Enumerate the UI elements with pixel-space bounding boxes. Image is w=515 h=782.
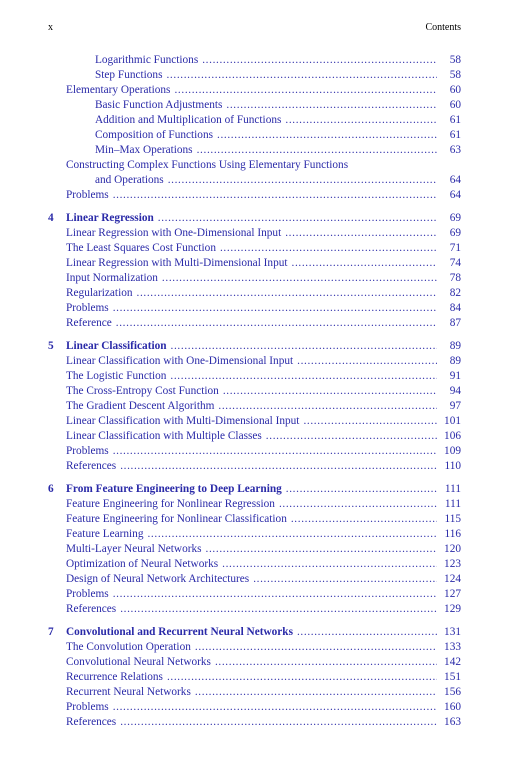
toc-entry-title: References <box>66 460 117 472</box>
dot-leader <box>297 354 437 369</box>
dot-leader <box>113 700 437 715</box>
dot-leader <box>197 143 437 158</box>
toc-section-entry[interactable] <box>48 286 461 301</box>
toc-entry-title: References <box>66 603 117 615</box>
toc-entry-line <box>95 113 461 128</box>
header-title: Contents <box>425 22 461 33</box>
toc-entry-title: From Feature Engineering to Deep Learning <box>66 483 282 495</box>
toc-entry-line <box>66 602 461 617</box>
dot-leader <box>215 655 437 670</box>
toc-entry-line <box>66 316 461 331</box>
dot-leader <box>291 512 437 527</box>
dot-leader <box>168 173 437 188</box>
toc-section-entry[interactable] <box>48 241 461 256</box>
toc-entry-line <box>66 542 461 557</box>
toc-entry-title: Linear Classification with One-Dimensional Input <box>66 355 294 367</box>
toc-entry-title: Problems <box>66 701 109 713</box>
toc-section-entry[interactable] <box>48 459 461 474</box>
toc-page-number: 64 <box>449 174 461 186</box>
toc-page-number: 151 <box>444 671 461 683</box>
toc-page-number: 129 <box>444 603 461 615</box>
chapter-number: 6 <box>48 483 54 495</box>
toc-entry-line <box>66 339 461 354</box>
toc-entry-title: The Cross-Entropy Cost Function <box>66 385 219 397</box>
toc-entry-title: Logarithmic Functions <box>95 54 199 66</box>
toc-entry-line <box>66 572 461 587</box>
toc-chapter-entry[interactable] <box>48 211 461 226</box>
toc-entry-title: Input Normalization <box>66 272 158 284</box>
toc-entry-title: The Convolution Operation <box>66 641 191 653</box>
dot-leader <box>195 685 437 700</box>
toc-page-number: 124 <box>444 573 461 585</box>
toc-page-number: 71 <box>449 242 461 254</box>
dot-leader <box>137 286 437 301</box>
toc-section-entry[interactable] <box>48 414 461 429</box>
running-header <box>48 22 461 33</box>
toc-entry-title: Linear Regression <box>66 212 154 224</box>
toc-page-number: 123 <box>444 558 461 570</box>
toc-entry-title: Feature Engineering for Nonlinear Classification <box>66 513 287 525</box>
toc-entry-line <box>66 625 461 640</box>
dot-leader <box>116 316 437 331</box>
toc-entry-title: Elementary Operations <box>66 84 171 96</box>
dot-leader <box>120 602 437 617</box>
toc-entry-line <box>95 143 461 158</box>
toc-entry-line <box>66 414 461 429</box>
toc-page-number: 160 <box>444 701 461 713</box>
toc-page-number: 89 <box>449 355 461 367</box>
toc-section-entry[interactable] <box>48 512 461 527</box>
toc-page-number: 156 <box>444 686 461 698</box>
chapter-number: 5 <box>48 340 54 352</box>
toc-subsection-entry[interactable] <box>48 68 461 83</box>
dot-leader <box>174 83 437 98</box>
dot-leader <box>217 128 437 143</box>
toc-entry-title: Convolutional and Recurrent Neural Networks <box>66 626 293 638</box>
toc-page-number: 163 <box>444 716 461 728</box>
toc-entry-title: Design of Neural Network Architectures <box>66 573 250 585</box>
toc-chapter-entry[interactable] <box>48 625 461 640</box>
dot-leader <box>167 670 437 685</box>
dot-leader <box>166 68 437 83</box>
dot-leader <box>171 339 437 354</box>
toc-entry-line <box>66 482 461 497</box>
toc-entry-line <box>66 527 461 542</box>
toc-entry-line <box>66 715 461 730</box>
toc-entry-line <box>66 497 461 512</box>
toc-entry-title: Constructing Complex Functions Using Elementary Functions <box>66 159 349 171</box>
toc-page-number: 111 <box>444 498 461 510</box>
toc-entry-line <box>66 301 461 316</box>
toc-entry-line <box>66 640 461 655</box>
dot-leader <box>170 369 437 384</box>
dot-leader <box>292 256 437 271</box>
toc-section-entry[interactable] <box>48 700 461 715</box>
dot-leader <box>303 414 437 429</box>
toc-page-number: 120 <box>444 543 461 555</box>
dot-leader <box>226 98 437 113</box>
toc-entry-title: Problems <box>66 302 109 314</box>
toc-entry-line <box>66 241 461 256</box>
toc-page-number: 63 <box>449 144 461 156</box>
dot-leader <box>266 429 437 444</box>
toc-entry-title: Composition of Functions <box>95 129 213 141</box>
toc-entry-title: Linear Regression with One-Dimensional Input <box>66 227 282 239</box>
toc-section-entry[interactable] <box>48 572 461 587</box>
dot-leader <box>147 527 437 542</box>
toc-entry-title: Problems <box>66 189 109 201</box>
toc-entry-title: Convolutional Neural Networks <box>66 656 211 668</box>
toc-entry-line <box>66 188 461 203</box>
dot-leader <box>220 241 437 256</box>
toc-entry-title: Problems <box>66 445 109 457</box>
toc-entry-line <box>66 670 461 685</box>
toc-entry-title: Optimization of Neural Networks <box>66 558 219 570</box>
toc-entry-line <box>95 173 461 188</box>
toc-page-number: 58 <box>449 54 461 66</box>
toc-section-entry[interactable] <box>48 670 461 685</box>
toc-entry-title: Linear Classification with Multi-Dimensional Input <box>66 415 300 427</box>
toc-entry-line <box>66 444 461 459</box>
dot-leader <box>113 188 437 203</box>
toc-section-entry[interactable] <box>48 369 461 384</box>
toc-entry-line <box>66 271 461 286</box>
dot-leader <box>218 399 437 414</box>
toc-subsection-entry[interactable] <box>48 113 461 128</box>
toc-entry-line <box>95 68 461 83</box>
section-gap <box>48 474 461 482</box>
toc-section-entry[interactable] <box>48 384 461 399</box>
toc-entry-line <box>66 429 461 444</box>
toc-entry-line <box>66 557 461 572</box>
dot-leader <box>120 459 437 474</box>
toc-subsection-entry[interactable] <box>48 53 461 68</box>
toc-page-number: 61 <box>449 114 461 126</box>
toc-entry-title: Basic Function Adjustments <box>95 99 223 111</box>
section-gap <box>48 203 461 211</box>
toc-section-entry[interactable] <box>48 83 461 98</box>
toc-section-entry[interactable] <box>48 685 461 700</box>
toc-section-entry[interactable] <box>48 640 461 655</box>
toc-entry-line <box>66 354 461 369</box>
toc-page-number: 106 <box>444 430 461 442</box>
toc-page-number: 133 <box>444 641 461 653</box>
toc-entry-title: Linear Regression with Multi-Dimensional Input <box>66 257 288 269</box>
toc-page-number: 60 <box>449 84 461 96</box>
toc-section-entry[interactable] <box>48 301 461 316</box>
toc-entry-title: Addition and Multiplication of Functions <box>95 114 282 126</box>
toc-page-number: 101 <box>444 415 461 427</box>
table-of-contents <box>48 53 461 730</box>
toc-section-entry[interactable] <box>48 557 461 572</box>
toc-page-number: 109 <box>444 445 461 457</box>
toc-subsection-entry[interactable] <box>48 128 461 143</box>
dot-leader <box>222 557 437 572</box>
toc-entry-title: Feature Engineering for Nonlinear Regression <box>66 498 275 510</box>
toc-page-number: 110 <box>444 460 461 472</box>
toc-page-number: 115 <box>444 513 461 525</box>
toc-page-number: 82 <box>449 287 461 299</box>
toc-entry-line <box>66 256 461 271</box>
toc-section-entry[interactable] <box>48 399 461 414</box>
toc-page-number: 111 <box>444 483 461 495</box>
dot-leader <box>158 211 437 226</box>
toc-section-entry[interactable] <box>48 271 461 286</box>
toc-section-entry[interactable] <box>48 256 461 271</box>
toc-page-number: 61 <box>449 129 461 141</box>
toc-entry-line <box>66 83 461 98</box>
toc-entry-line <box>95 53 461 68</box>
toc-entry-title: The Gradient Descent Algorithm <box>66 400 215 412</box>
toc-subsection-entry[interactable] <box>48 98 461 113</box>
dot-leader <box>120 715 437 730</box>
toc-page-number: 74 <box>449 257 461 269</box>
toc-entry-title: Min–Max Operations <box>95 144 193 156</box>
toc-page-number: 89 <box>449 340 461 352</box>
toc-section-entry[interactable] <box>48 497 461 512</box>
toc-page-number: 60 <box>449 99 461 111</box>
toc-entry-line <box>66 158 461 173</box>
toc-section-entry[interactable] <box>48 188 461 203</box>
toc-page-number: 131 <box>444 626 461 638</box>
toc-entry-line <box>66 655 461 670</box>
dot-leader <box>253 572 437 587</box>
toc-page-number: 142 <box>444 656 461 668</box>
toc-section-entry[interactable] <box>48 354 461 369</box>
toc-entry-line <box>95 98 461 113</box>
toc-entry-line <box>66 369 461 384</box>
toc-entry-title: Step Functions <box>95 69 163 81</box>
chapter-number: 7 <box>48 626 54 638</box>
toc-entry-line <box>66 384 461 399</box>
toc-entry-line <box>66 700 461 715</box>
toc-section-entry[interactable] <box>48 444 461 459</box>
toc-page-number: 97 <box>449 400 461 412</box>
toc-section-entry[interactable] <box>48 429 461 444</box>
toc-entry-line <box>66 587 461 602</box>
toc-entry-title: Linear Classification <box>66 340 167 352</box>
toc-entry-line <box>66 685 461 700</box>
toc-page-number: 78 <box>449 272 461 284</box>
toc-section-entry[interactable] <box>48 587 461 602</box>
dot-leader <box>113 444 437 459</box>
toc-page-number: 127 <box>444 588 461 600</box>
toc-entry-title: Linear Classification with Multiple Classes <box>66 430 262 442</box>
toc-entry-line <box>66 226 461 241</box>
toc-section-entry[interactable] <box>48 527 461 542</box>
dot-leader <box>279 497 437 512</box>
toc-entry-title: Reference <box>66 317 112 329</box>
toc-page-number: 69 <box>449 227 461 239</box>
dot-leader <box>162 271 437 286</box>
dot-leader <box>195 640 437 655</box>
dot-leader <box>223 384 437 399</box>
toc-page-number: 64 <box>449 189 461 201</box>
toc-entry-line <box>66 286 461 301</box>
dot-leader <box>297 625 437 640</box>
toc-section-entry[interactable] <box>48 715 461 730</box>
dot-leader <box>285 113 437 128</box>
dot-leader <box>113 587 437 602</box>
toc-subsection-entry[interactable] <box>48 173 461 188</box>
toc-chapter-entry[interactable] <box>48 482 461 497</box>
chapter-number: 4 <box>48 212 54 224</box>
toc-page-number: 91 <box>449 370 461 382</box>
toc-entry-title: The Logistic Function <box>66 370 167 382</box>
section-gap <box>48 617 461 625</box>
toc-entry-title: Recurrent Neural Networks <box>66 686 191 698</box>
toc-page-number: 116 <box>444 528 461 540</box>
dot-leader <box>202 53 437 68</box>
toc-entry-title: References <box>66 716 117 728</box>
toc-entry-title: Problems <box>66 588 109 600</box>
toc-page-number: 84 <box>449 302 461 314</box>
toc-page-number: 87 <box>449 317 461 329</box>
toc-entry-title: Feature Learning <box>66 528 144 540</box>
toc-section-entry[interactable] <box>48 602 461 617</box>
page-number-roman: x <box>48 22 53 33</box>
dot-leader <box>206 542 437 557</box>
toc-entry-title: Multi-Layer Neural Networks <box>66 543 202 555</box>
toc-entry-line <box>66 512 461 527</box>
toc-entry-title: The Least Squares Cost Function <box>66 242 216 254</box>
toc-page-number: 58 <box>449 69 461 81</box>
toc-entry-title: Recurrence Relations <box>66 671 163 683</box>
toc-entry-line <box>66 459 461 474</box>
toc-entry-title: and Operations <box>95 174 164 186</box>
toc-section-entry[interactable] <box>48 655 461 670</box>
toc-page-number: 94 <box>449 385 461 397</box>
toc-section-entry[interactable] <box>48 316 461 331</box>
section-gap <box>48 331 461 339</box>
toc-section-entry[interactable] <box>48 226 461 241</box>
toc-subsection-entry[interactable] <box>48 143 461 158</box>
toc-section-entry[interactable] <box>48 158 461 173</box>
toc-entry-title: Regularization <box>66 287 133 299</box>
toc-section-entry[interactable] <box>48 542 461 557</box>
toc-entry-line <box>66 211 461 226</box>
toc-page-number: 69 <box>449 212 461 224</box>
dot-leader <box>286 482 437 497</box>
dot-leader <box>113 301 437 316</box>
toc-entry-line <box>95 128 461 143</box>
toc-entry-line <box>66 399 461 414</box>
dot-leader <box>285 226 437 241</box>
toc-chapter-entry[interactable] <box>48 339 461 354</box>
